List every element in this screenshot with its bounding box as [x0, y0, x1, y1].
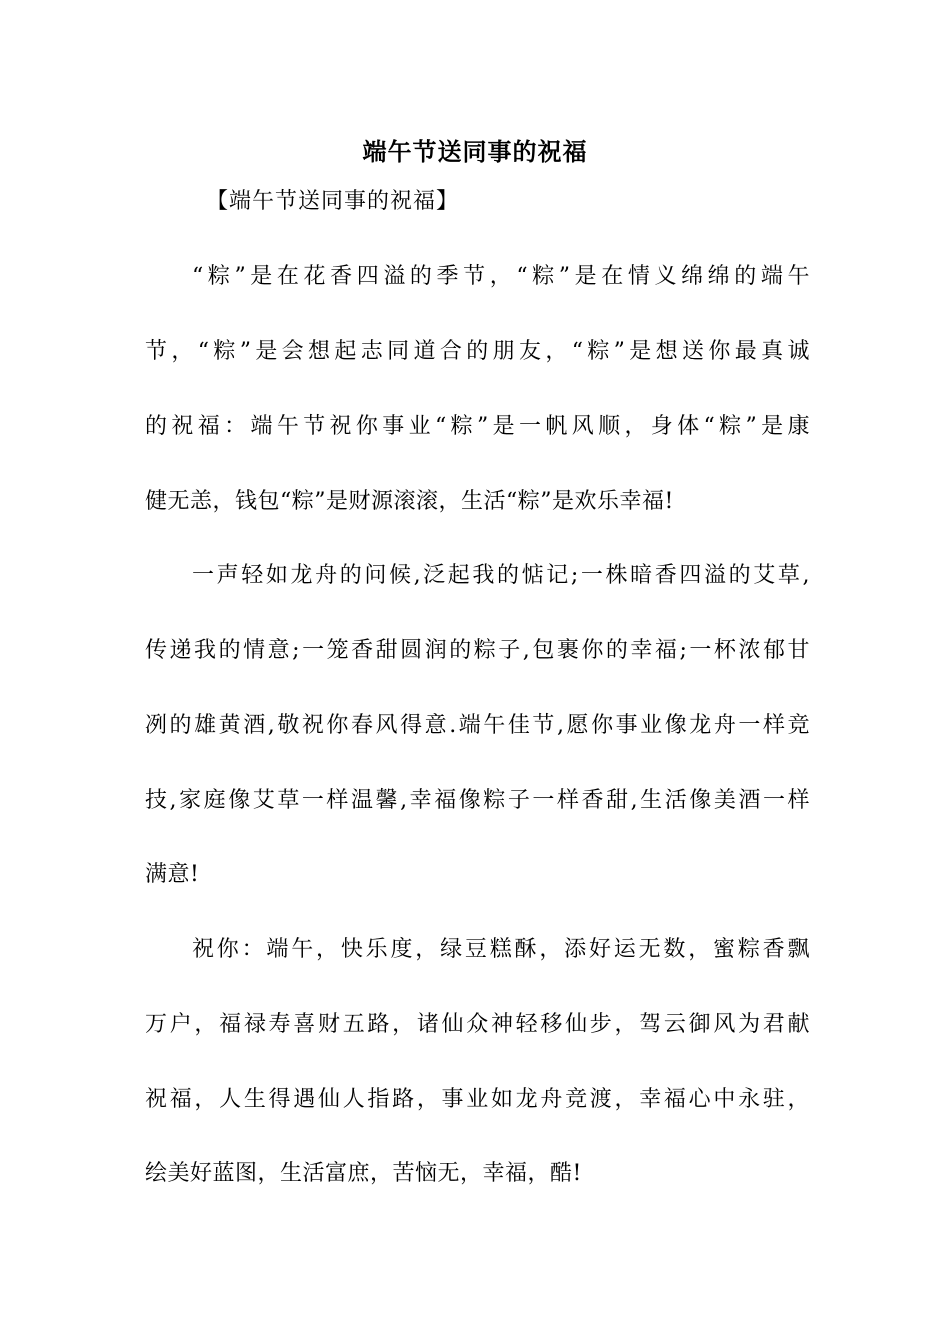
document-title: 端午节送同事的祝福 — [362, 137, 588, 166]
paragraph-line: 满意! — [145, 862, 200, 887]
paragraph-line: 的祝福：端午节祝你事业“粽”是一帆风顺，身体“粽”是康 — [145, 414, 810, 439]
paragraph-line: 节，“粽”是会想起志同道合的朋友，“粽”是想送你最真诚 — [145, 339, 810, 364]
paragraph-line: 祝你：端午，快乐度，绿豆糕酥，添好运无数，蜜粽香飘 — [192, 937, 810, 962]
paragraph-line: 绘美好蓝图，生活富庶，苦恼无，幸福，酷! — [145, 1161, 582, 1186]
paragraph-line: 冽的雄黄酒,敬祝你春风得意.端午佳节,愿你事业像龙舟一样竞 — [145, 713, 810, 738]
document-subtitle: 【端午节送同事的祝福】 — [206, 189, 460, 214]
paragraph-line: 万户，福禄寿喜财五路，诸仙众神轻移仙步，驾云御风为君献 — [145, 1012, 810, 1037]
paragraph-line: 健无恙，钱包“粽”是财源滚滚，生活“粽”是欢乐幸福! — [145, 489, 674, 514]
paragraph-line: 一声轻如龙舟的问候,泛起我的惦记;一株暗香四溢的艾草, — [192, 563, 810, 588]
paragraph-line: 技,家庭像艾草一样温馨,幸福像粽子一样香甜,生活像美酒一样 — [145, 788, 810, 813]
paragraph-line: 传递我的情意;一笼香甜圆润的粽子,包裹你的幸福;一杯浓郁甘 — [145, 638, 810, 663]
paragraph-line: “粽”是在花香四溢的季节，“粽”是在情义绵绵的端午 — [192, 264, 810, 289]
paragraph-line: 祝福，人生得遇仙人指路，事业如龙舟竞渡，幸福心中永驻， — [145, 1087, 810, 1112]
